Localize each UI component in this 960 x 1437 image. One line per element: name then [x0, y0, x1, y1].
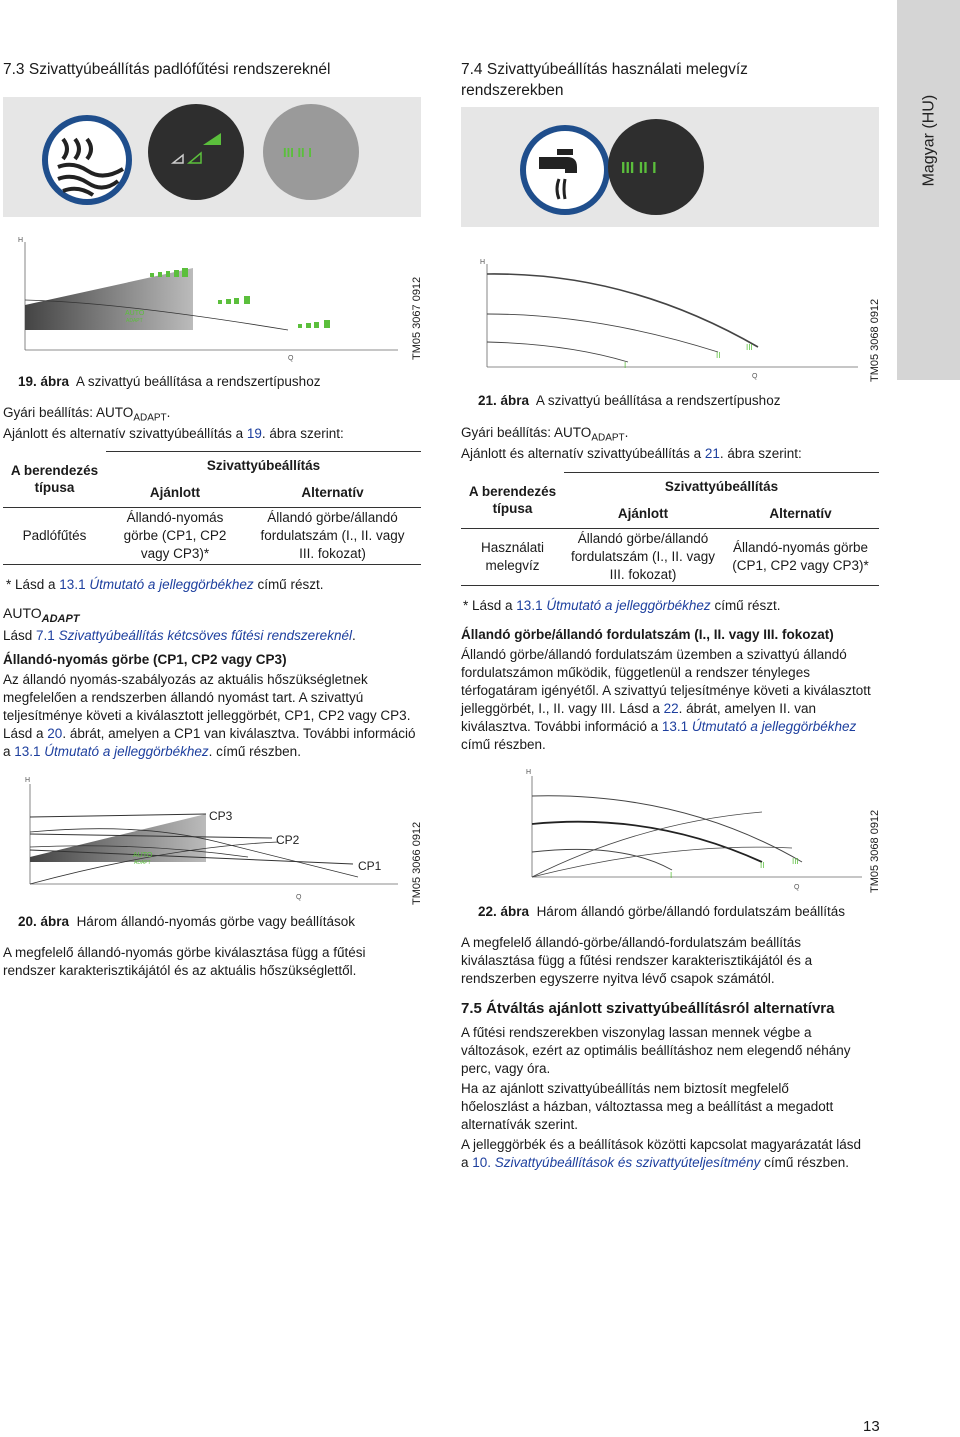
- fig19-auto-label: AUTO: [125, 310, 145, 317]
- tap-water-icon: [523, 128, 607, 212]
- s75-p3-post: című részben.: [760, 1154, 849, 1170]
- fig20-graph: [18, 772, 408, 907]
- cs-heading: Állandó görbe/állandó fordulatszám (I., II. vagy III. fokozat): [461, 627, 834, 642]
- right-table-col-type: A berendezés típusa: [468, 483, 557, 517]
- cp-section-num[interactable]: 13.1: [14, 743, 41, 759]
- left-see-post: .: [351, 628, 356, 643]
- section-7-5-title: 7.5 Átváltás ajánlott szivattyúbeállításról alternatívra: [461, 1000, 835, 1017]
- fig21-tm-code: TM05 3068 0912: [869, 298, 881, 382]
- right-table-note: [463, 597, 780, 615]
- fig19-q-label: Q: [288, 355, 294, 362]
- fig19-controls-svg: [3, 97, 421, 217]
- fig20-auto-label: AUTO: [133, 852, 153, 859]
- left-note-num[interactable]: 13.1: [59, 577, 86, 592]
- fig19-roman-buttons: III II I: [283, 145, 312, 160]
- right-factory-text: Gyári beállítás: AUTO: [461, 425, 592, 440]
- right-factory-dot: .: [624, 425, 629, 440]
- fig21-caption: [478, 392, 780, 410]
- right-factory-sub: ADAPT: [591, 432, 625, 444]
- left-note-link[interactable]: Útmutató a jelleggörbékhez: [85, 577, 254, 592]
- left-see-link[interactable]: Szivattyúbeállítás kétcsöves fűtési rendszereknél: [54, 628, 352, 643]
- s75-paragraph-2: Ha az ajánlott szivattyúbeállítás nem biztosít megfelelő hőeloszlást a házban, változtassa meg a beállítást a megadott alternatívák szerint.: [461, 1081, 834, 1132]
- cs-paragraph: [461, 646, 881, 754]
- left-factory-text: Gyári beállítás: AUTO: [3, 405, 134, 420]
- right-table-col-group: Szivattyúbeállítás: [664, 479, 779, 494]
- cp-paragraph-end: . című részben.: [208, 743, 301, 759]
- cs-paragraph-end: című részben.: [461, 736, 546, 752]
- fig22-graph: [522, 762, 867, 897]
- fig22-i-label: I: [670, 871, 673, 880]
- fig20-h-label: H: [25, 777, 31, 784]
- fig21-roman-buttons: III II I: [621, 160, 657, 177]
- fig20-q-label: Q: [296, 894, 302, 901]
- s75-p3-link[interactable]: Szivattyúbeállítások és szivattyúteljesítmény: [491, 1154, 761, 1170]
- right-recommended-link[interactable]: 21: [704, 445, 720, 461]
- fig21-i-label: I: [624, 361, 627, 370]
- fig21-graph: [478, 252, 868, 382]
- right-settings-table: [461, 472, 879, 586]
- left-factory-sub: ADAPT: [133, 412, 167, 424]
- auto-adapt-heading: [3, 604, 80, 626]
- right-table-col-alternative: Alternatív: [769, 505, 832, 521]
- fig20-caption: [18, 913, 355, 931]
- fig20-number: 20. ábra: [18, 914, 70, 929]
- section-7-4-title: 7.4 Szivattyúbeállítás használati melegvíz rendszerekben: [461, 61, 748, 99]
- right-note-pre: * Lásd a: [463, 598, 517, 613]
- right-note-post: című részt.: [710, 598, 781, 613]
- fig22-caption-text: Három állandó görbe/állandó fordulatszám beállítás: [536, 904, 845, 919]
- language-tab: [897, 0, 960, 380]
- left-table-col-recommended: Ajánlott: [149, 484, 201, 500]
- left-see-pre: Lásd: [3, 628, 37, 643]
- left-settings-table: [3, 451, 421, 565]
- left-table-col-type: A berendezés típusa: [10, 462, 99, 496]
- cp-paragraph-text: Az állandó nyomás-szabályozás az aktuális hőszükségletnek megfelelően a rendszerben állandó nyomást tart. A szivattyú teljesítménye követi a kiválasztott jelleggörbét, CP1, CP2 vagy CP3. Lásd a: [3, 672, 411, 741]
- right-recommended-pre: Ajánlott és alternatív szivattyúbeállítás a: [461, 445, 705, 461]
- floor-heating-icon: [45, 118, 129, 202]
- fig22-tm-code: TM05 3068 0912: [869, 809, 881, 893]
- left-table-row-alternative: Állandó görbe/állandó fordulatszám (I., II. vagy III. fokozat): [260, 509, 405, 561]
- fig20-cp3-label: CP3: [209, 809, 233, 823]
- left-see-num[interactable]: 7.1: [36, 628, 55, 643]
- fig21-controls-svg: [461, 107, 879, 227]
- right-factory-setting: [461, 424, 881, 463]
- left-recommended-pre: Ajánlott és alternatív szivattyúbeállítás a: [3, 425, 247, 441]
- fig20-cp2-label: CP2: [276, 833, 300, 847]
- fig20-tm-code: TM05 3066 0912: [411, 821, 423, 905]
- fig21-ii-label: II: [716, 351, 721, 360]
- auto-adapt-heading-sub: ADAPT: [41, 612, 80, 625]
- fig22-ii-label: II: [760, 861, 765, 870]
- right-table-row-type: Használati melegvíz: [480, 539, 545, 573]
- left-recommended-post: . ábra szerint:: [261, 425, 344, 441]
- fig19-h-label: H: [18, 237, 24, 244]
- fig21-caption-text: A szivattyú beállítása a rendszertípushoz: [535, 393, 781, 408]
- s75-p3-num[interactable]: 10.: [472, 1154, 492, 1170]
- fig19-control-panel: [3, 97, 421, 217]
- cs-paragraph-post: . ábrát, amelyen II. van kiválasztva. További információ a: [461, 700, 816, 734]
- fig19-tm-code: TM05 3067 0912: [411, 276, 423, 360]
- section-7-3-title: 7.3 Szivattyúbeállítás padlófűtési rendszereknél: [3, 61, 331, 78]
- left-table-col-alternative: Alternatív: [301, 484, 364, 500]
- right-recommended-post: . ábra szerint:: [719, 445, 802, 461]
- right-table-row-alternative: Állandó-nyomás görbe (CP1, CP2 vagy CP3)*: [732, 539, 869, 573]
- left-table-row-recommended: Állandó-nyomás görbe (CP1, CP2 vagy CP3)*: [123, 509, 227, 561]
- left-factory-setting: [3, 404, 423, 443]
- cp-paragraph: [3, 671, 421, 761]
- left-see-reference: [3, 627, 356, 645]
- right-table-row-recommended: Állandó görbe/állandó fordulatszám (I., II. vagy III. fokozat): [570, 530, 716, 582]
- left-note-post: című részt.: [253, 577, 324, 592]
- fig22-number: 22. ábra: [478, 904, 530, 919]
- cs-fig22-link[interactable]: 22: [663, 700, 679, 716]
- fig22-q-label: Q: [794, 884, 800, 891]
- fig20-paragraph: A megfelelő állandó-nyomás görbe kiválasztása függ a fűtési rendszer karakterisztikájától és az aktuális hőszükséglettől.: [3, 945, 366, 978]
- right-table-col-recommended: Ajánlott: [617, 505, 669, 521]
- fig21-q-label: Q: [752, 373, 758, 380]
- s75-p3-pre: A jelleggörbék és a beállítások közötti kapcsolat magyarázatát lásd a: [461, 1137, 861, 1170]
- fig22-iii-label: III: [792, 857, 799, 866]
- cs-section-link[interactable]: Útmutató a jelleggörbékhez: [688, 718, 857, 734]
- s75-paragraph-3: [461, 1136, 871, 1172]
- cp-heading: Állandó-nyomás görbe (CP1, CP2 vagy CP3): [3, 652, 287, 667]
- language-tab-label: Magyar (HU): [919, 94, 937, 187]
- fig22-paragraph: A megfelelő állandó-görbe/állandó-fordulatszám beállítás kiválasztása függ a fűtési rendszer karakterisztikájától és a rendszerben egyszerre nyitva lévő csapok számától.: [461, 935, 813, 986]
- fig19-number: 19. ábra: [18, 374, 70, 389]
- fig20-adapt-label: ADAPT: [134, 860, 151, 866]
- fig19-caption: [18, 373, 320, 391]
- fig22-h-label: H: [526, 769, 532, 776]
- fig20-caption-text: Három állandó-nyomás görbe vagy beállítások: [76, 914, 355, 929]
- fig21-number: 21. ábra: [478, 393, 530, 408]
- cp-fig20-link[interactable]: 20: [47, 725, 63, 741]
- left-table-note: [6, 576, 323, 594]
- fig19-graph: [18, 230, 408, 365]
- page-number: 13: [863, 1418, 880, 1435]
- fig19-adapt-label: ADAPT: [126, 318, 143, 324]
- cs-section-num[interactable]: 13.1: [661, 718, 689, 734]
- auto-adapt-heading-text: AUTO: [3, 605, 42, 621]
- right-note-num[interactable]: 13.1: [516, 598, 543, 613]
- fig20-cp1-label: CP1: [358, 859, 382, 873]
- s75-paragraph-1: A fűtési rendszerekben viszonylag lassan mennek végbe a változások, ezért az optimális beállításhoz nem elegendő néhány perc, vagy óra.: [461, 1025, 851, 1076]
- left-recommended-link[interactable]: 19: [246, 425, 262, 441]
- left-table-col-group: Szivattyúbeállítás: [206, 458, 321, 473]
- pressure-mode-button[interactable]: [148, 104, 244, 200]
- cs-paragraph-text: Állandó görbe/állandó fordulatszám üzemben a szivattyú állandó fordulatszámon működik, függetlenül a rendszer tényleges térfogatáram igényétől. A szivattyú teljesítménye követi a kiválasztott jelleggörbét, I., II. vagy III. Lásd a: [461, 647, 871, 716]
- fig21-iii-label: III: [746, 343, 753, 352]
- left-factory-dot: .: [166, 405, 171, 420]
- left-note-pre: * Lásd a: [6, 577, 60, 592]
- cp-section-link[interactable]: Útmutató a jelleggörbékhez: [40, 743, 209, 759]
- fig21-h-label: H: [480, 259, 486, 266]
- fig22-caption: [478, 903, 845, 921]
- cp-paragraph-post: . ábrát, amelyen a CP1 van kiválasztva. További információ a: [3, 725, 416, 759]
- fig21-control-panel: [461, 107, 879, 227]
- fig19-caption-text: A szivattyú beállítása a rendszertípushoz: [75, 374, 321, 389]
- left-table-row-type: Padlófűtés: [22, 527, 87, 543]
- right-note-link[interactable]: Útmutató a jelleggörbékhez: [542, 598, 711, 613]
